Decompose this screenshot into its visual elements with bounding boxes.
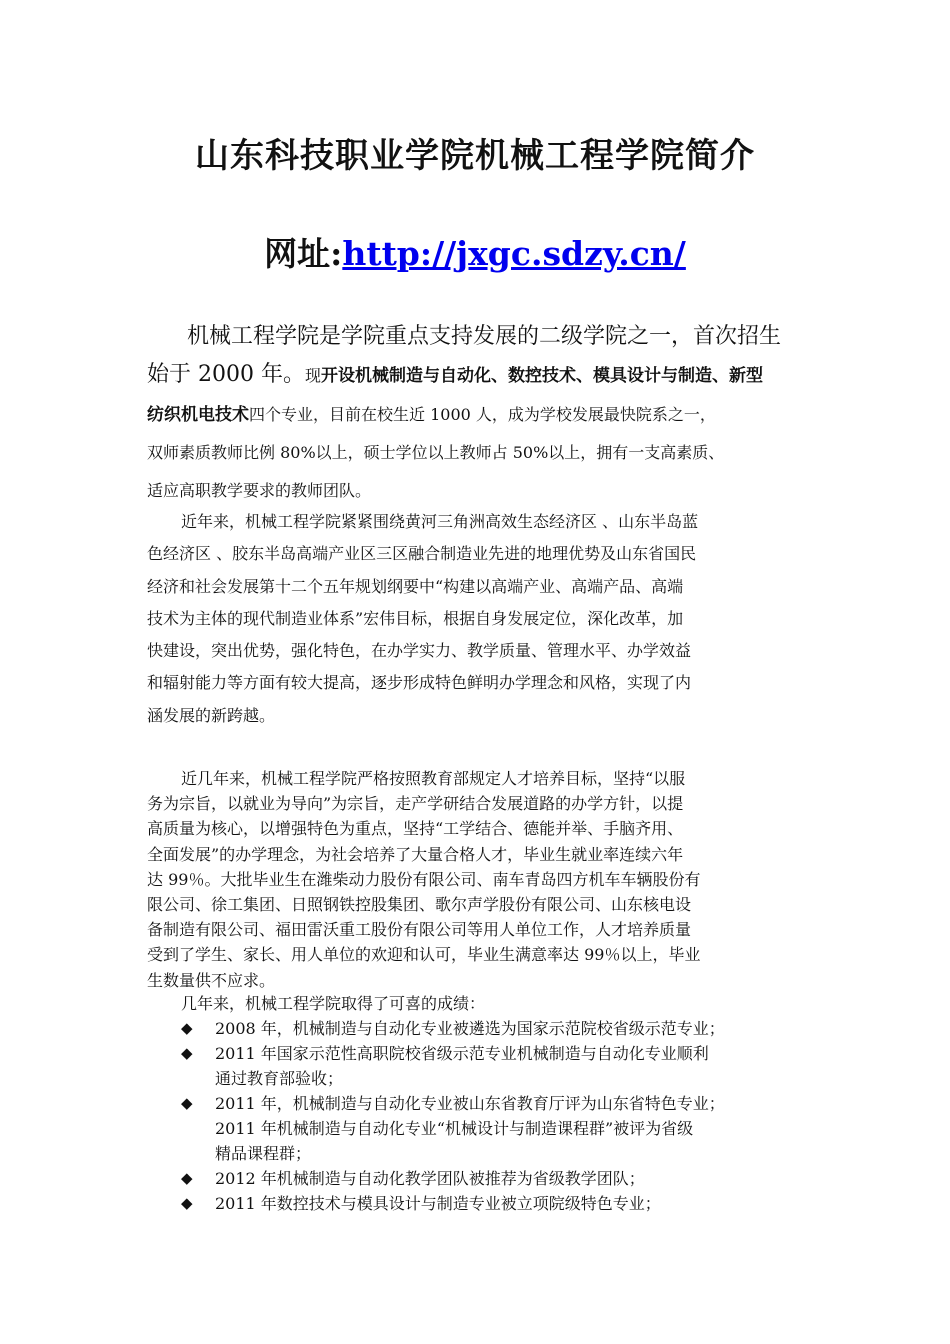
para3-line: 近几年来，机械工程学院严格按照教育部规定人才培养目标，坚持“以服: [181, 769, 686, 788]
website-link[interactable]: http://jxgc.sdzy.cn/: [342, 234, 686, 273]
para3-line: 备制造有限公司、福田雷沃重工股份有限公司等用人单位工作，人才培养质量: [147, 920, 692, 940]
achievement-item: [147, 1041, 827, 1091]
achievement-line: 2011 年机械制造与自动化专业“机械设计与制造课程群”被评为省级: [215, 1119, 694, 1138]
achievement-line: 2011 年，机械制造与自动化专业被山东省教育厅评为山东省特色专业；: [215, 1094, 725, 1113]
website-line: [0, 228, 950, 275]
diamond-bullet-icon: ◆: [181, 1194, 193, 1212]
intro-paragraph: [147, 318, 827, 510]
para2-line: 近年来，机械工程学院紧紧围绕黄河三角洲高效生态经济区 、山东半岛蓝: [181, 512, 699, 531]
intro-line-1: 机械工程学院是学院重点支持发展的二级学院之一，首次招生: [187, 324, 782, 349]
para3-line: 生数量供不应求。: [147, 970, 276, 990]
achievements-section: [147, 991, 827, 1216]
intro-line-4: 双师素质教师比例 80%以上，硕士学位以上教师占 50%以上，拥有一支高素质、: [147, 443, 725, 462]
website-label: 网址:: [264, 234, 343, 273]
document-title: 山东科技职业学院机械工程学院简介: [195, 136, 755, 176]
para3-line: 务为宗旨，以就业为导向”为宗旨，走产学研结合发展道路的办学方针，以提: [147, 794, 684, 814]
intro-line-5: 适应高职教学要求的教师团队。: [147, 481, 372, 500]
achievement-line: 2011 年国家示范性高职院校省级示范专业机械制造与自动化专业顺利: [215, 1044, 709, 1063]
achievement-line: 2012 年机械制造与自动化教学团队被推荐为省级教学团队；: [215, 1169, 645, 1188]
para2-line: 色经济区 、胶东半岛高端产业区三区融合制造业先进的地理优势及山东省国民: [147, 544, 697, 564]
diamond-bullet-icon: ◆: [181, 1019, 193, 1037]
para2-line: 技术为主体的现代制造业体系”宏伟目标，根据自身发展定位，深化改革，加: [147, 608, 684, 628]
para2-line: 和辐射能力等方面有较大提高，逐步形成特色鲜明办学理念和风格，实现了内: [147, 673, 692, 693]
training-paragraph: [147, 766, 827, 993]
para3-line: 受到了学生、家长、用人单位的欢迎和认可，毕业生满意率达 99％以上，毕业: [147, 945, 701, 965]
intro-line-3-bold: 纺织机电技术: [147, 405, 249, 425]
achievement-item: [147, 1016, 827, 1041]
development-paragraph: [147, 506, 827, 732]
para3-line: 高质量为核心，以增强特色为重点，坚持“工学结合、德能并举、手脑齐用、: [147, 819, 684, 839]
intro-line-2a: 始于 2000 年。: [147, 362, 305, 387]
achievement-line: 精品课程群；: [215, 1144, 312, 1163]
achievement-line: 通过教育部验收；: [215, 1069, 344, 1088]
achievement-line: 2011 年数控技术与模具设计与制造专业被立项院级特色专业；: [215, 1194, 661, 1213]
intro-line-2-bold: 开设机械制造与自动化、数控技术、模具设计与制造、新型: [321, 366, 763, 386]
diamond-bullet-icon: ◆: [181, 1169, 193, 1187]
intro-line-3-rest: 四个专业，目前在校生近 1000 人，成为学校发展最快院系之一，: [249, 405, 716, 424]
diamond-bullet-icon: ◆: [181, 1094, 193, 1112]
achievements-intro: 几年来，机械工程学院取得了可喜的成绩：: [181, 994, 486, 1013]
achievement-item: [147, 1091, 827, 1166]
diamond-bullet-icon: ◆: [181, 1044, 193, 1062]
achievement-item: [147, 1166, 827, 1191]
intro-line-2b: 现: [304, 366, 321, 385]
para2-line: 经济和社会发展第十二个五年规划纲要中“构建以高端产业、高端产品、高端: [147, 576, 684, 596]
para2-line: 涵发展的新跨越。: [147, 705, 276, 725]
achievement-item: [147, 1191, 827, 1216]
para3-line: 全面发展”的办学理念，为社会培养了大量合格人才，毕业生就业率连续六年: [147, 844, 684, 864]
para2-line: 快建设，突出优势，强化特色，在办学实力、教学质量、管理水平、办学效益: [147, 641, 692, 661]
para3-line: 限公司、徐工集团、日照钢铁控股集团、歌尔声学股份有限公司、山东核电设: [147, 895, 692, 915]
achievement-line: 2008 年，机械制造与自动化专业被遴选为国家示范院校省级示范专业；: [215, 1019, 725, 1038]
para3-line: 达 99％。大批毕业生在潍柴动力股份有限公司、南车青岛四方机车车辆股份有: [147, 869, 701, 889]
